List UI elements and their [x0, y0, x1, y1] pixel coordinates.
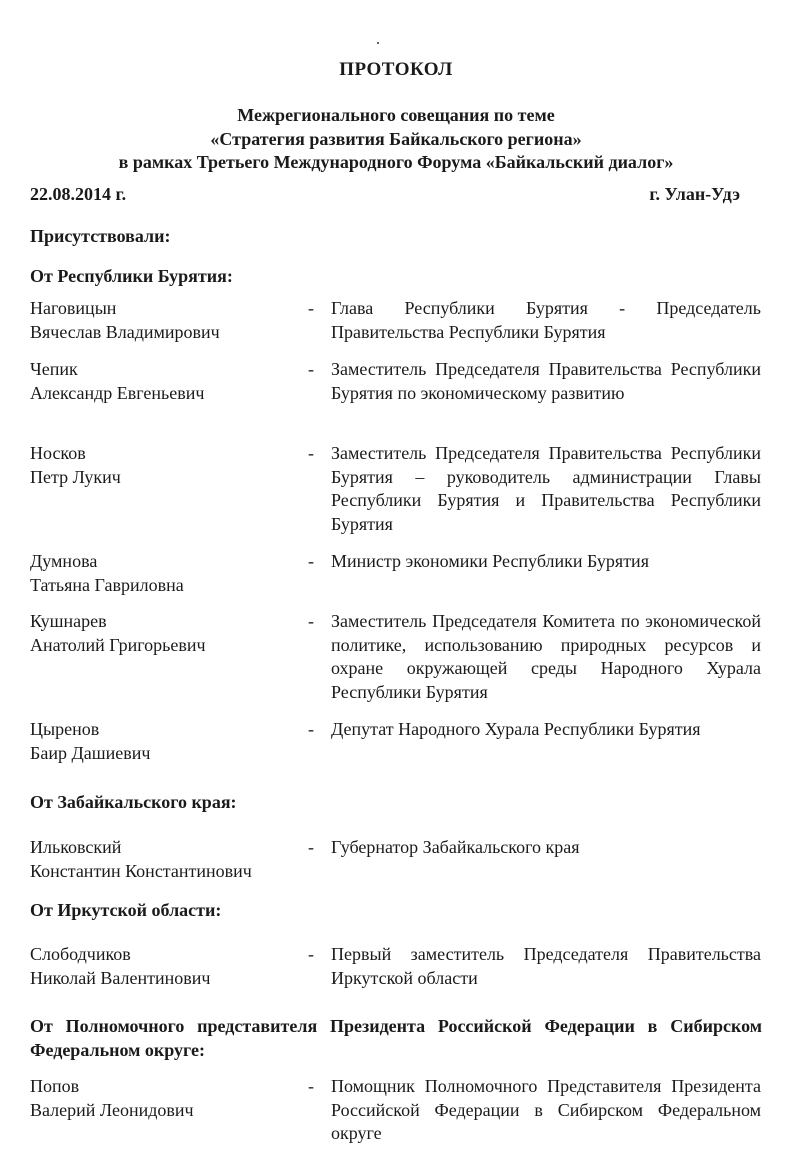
participant-name	[30, 718, 300, 765]
document-subtitle	[30, 104, 762, 175]
separator-dash: -	[308, 551, 314, 571]
participant-name	[30, 1075, 300, 1122]
participant-surname: Ильковский	[30, 837, 122, 857]
participant-given-names: Петр Лукич	[30, 466, 121, 487]
present-label: Присутствовали:	[30, 226, 171, 246]
participant-given-names: Константин Константинович	[30, 860, 252, 881]
participant-role: Губернатор Забайкальского края	[331, 837, 580, 857]
participant-surname: Наговицын	[30, 298, 117, 318]
participant-surname: Думнова	[30, 551, 98, 571]
participant-name	[30, 297, 300, 344]
participant-name	[30, 610, 300, 657]
participant-surname: Цыренов	[30, 719, 100, 739]
participant-surname: Попов	[30, 1076, 80, 1096]
participant-surname: Чепик	[30, 359, 78, 379]
subtitle-line: «Стратегия развития Байкальского региона»	[210, 128, 582, 149]
participant-name	[30, 358, 300, 405]
participant-surname: Слободчиков	[30, 944, 131, 964]
separator-dash: -	[308, 298, 314, 318]
subtitle-line: Межрегионального совещания по теме	[237, 105, 555, 125]
separator-dash: -	[308, 1076, 314, 1096]
participant-name	[30, 836, 300, 883]
separator-dash: -	[308, 944, 314, 964]
participant-name	[30, 442, 300, 489]
participant-surname: Носков	[30, 443, 86, 463]
meeting-date: 22.08.2014 г.	[30, 184, 127, 204]
participant-given-names: Анатолий Григорьевич	[30, 634, 206, 655]
participant-role: Заместитель Председателя Правительства Республики Бурятия по экономическому развитию	[331, 359, 761, 403]
participant-role: Первый заместитель Председателя Правительства Иркутской области	[331, 944, 761, 988]
participant-name	[30, 550, 300, 597]
meeting-city: г. Улан-Удэ	[649, 184, 740, 204]
separator-dash: -	[308, 837, 314, 857]
separator-dash: -	[308, 359, 314, 379]
participant-given-names: Александр Евгеньевич	[30, 382, 205, 403]
separator-dash: -	[308, 719, 314, 739]
participant-given-names: Баир Дашиевич	[30, 742, 151, 763]
separator-dash: -	[308, 611, 314, 631]
section-heading-irkutsk: От Иркутской области:	[30, 900, 222, 920]
section-heading-plenipotentiary: От Полномочного представителя Президента Российской Федерации в Сибирском Федеральном округе:	[30, 1016, 762, 1060]
section-heading-zabaikalsky: От Забайкальского края:	[30, 792, 237, 812]
participant-role: Депутат Народного Хурала Республики Бурятия	[331, 719, 701, 739]
participant-given-names: Николай Валентинович	[30, 967, 211, 988]
participant-role: Помощник Полномочного Представителя Президента Российской Федерации в Сибирском Федеральном округе	[331, 1076, 761, 1143]
participant-role: Заместитель Председателя Правительства Республики Бурятия – руководитель администрации Главы Республики Бурятия и Правительства Республики Бурятия	[331, 443, 761, 534]
document-title: ПРОТОКОЛ	[339, 59, 453, 80]
section-heading-buryatia: От Республики Бурятия:	[30, 266, 233, 286]
participant-given-names: Татьяна Гавриловна	[30, 574, 184, 595]
separator-dash: -	[308, 443, 314, 463]
participant-surname: Кушнарев	[30, 611, 107, 631]
scan-speck	[377, 42, 379, 44]
participant-role: Заместитель Председателя Комитета по экономической политике, использованию природных ресурсов и охране окружающей среды Народного Хурала Республики Бурятия	[331, 611, 761, 702]
subtitle-line: в рамках Третьего Международного Форума «Байкальский диалог»	[118, 152, 674, 172]
participant-given-names: Валерий Леонидович	[30, 1099, 194, 1120]
participant-role: Глава Республики Бурятия - Председатель Правительства Республики Бурятия	[331, 298, 761, 342]
participant-given-names: Вячеслав Владимирович	[30, 321, 220, 342]
participant-role: Министр экономики Республики Бурятия	[331, 551, 649, 571]
participant-name	[30, 943, 300, 990]
